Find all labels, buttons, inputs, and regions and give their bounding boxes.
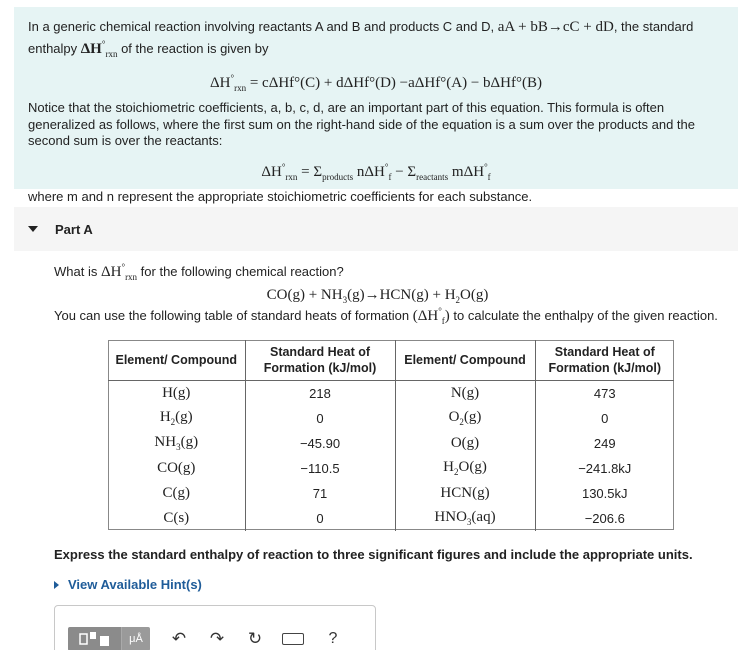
units-icon: μÅ (129, 633, 143, 645)
answer-toolbar (68, 627, 342, 650)
value-cell: −241.8kJ (535, 456, 674, 481)
compound-cell: H(g) (162, 384, 191, 401)
templates-icon (78, 630, 112, 648)
value-cell: −110.5 (245, 456, 395, 481)
help-icon[interactable]: ? (328, 630, 338, 647)
undo-icon[interactable]: ↶ (171, 629, 187, 648)
enthalpy-equation-1: $\Delta H^\circ_{rxn} = c\Delta Hf^\circ(C) + d\Delta Hf^\circ(D) -a\Delta Hf^\circ(A) - b\Delta Hf^\circ(B)$ (209, 73, 543, 93)
table-row (108, 456, 674, 481)
value-cell: 71 (245, 481, 395, 506)
table-header: Element/ Compound (108, 340, 245, 381)
table-header-row (108, 340, 674, 381)
expand-arrow-icon (54, 581, 59, 589)
table-header: Standard Heat of Formation (kJ/mol) (245, 340, 395, 381)
question-text: What is $\Delta H^\circ_{rxn}$ for the following chemical reaction? (54, 262, 344, 282)
compound-cell: N(g) (395, 381, 535, 406)
compound-cell: C(g) (162, 484, 190, 501)
table-header: Element/ Compound (395, 340, 535, 381)
value-cell: 0 (535, 406, 674, 431)
compound-cell: HCN(g) (395, 481, 535, 506)
value-cell: 130.5kJ (535, 481, 674, 506)
value-cell: −206.6 (535, 506, 674, 531)
keyboard-icon[interactable] (282, 633, 304, 645)
intro-para2: Notice that the stoichiometric coefficients, a, b, c, d, are an important part of this equation. This formula is often generalized as follows, where the first sum on the right-hand side of the equation is a sum over the products and the second sum is over the reactants: (28, 100, 695, 148)
table-row (108, 481, 674, 506)
value-cell: 218 (245, 381, 395, 406)
value-cell: 0 (245, 506, 395, 531)
compound-cell: $H_2(g)$ (159, 409, 193, 427)
view-hints-link[interactable] (54, 577, 202, 592)
redo-icon[interactable]: ↷ (209, 629, 225, 648)
reset-icon[interactable]: ↻ (247, 629, 263, 648)
compound-cell: $NH_3(g)$ (154, 434, 199, 452)
compound-cell: C(s) (163, 509, 190, 526)
table-row (108, 406, 674, 431)
value-cell: −45.90 (245, 431, 395, 456)
intro-line1: In a generic chemical reaction involving reactants A and B and products C and D, aA + bB→cC + dD, the standard enthalpy $\Delta H^\circ_{rxn}$ of the reaction is given by (28, 19, 694, 59)
table-row (108, 431, 674, 456)
table-note: You can use the following table of standard heats of formation $(\Delta H^\circ_f)$ to calculate the enthalpy of the given reaction. (54, 306, 718, 326)
units-button[interactable] (122, 627, 150, 650)
reaction-equation: $CO(g) + NH_3(g)\to HCN(g) + H_2O(g)$ (266, 287, 489, 305)
compound-cell: O(g) (395, 431, 535, 456)
compound-cell: CO(g) (157, 459, 196, 476)
compound-cell: $HNO_3(aq)$ (395, 506, 535, 531)
heats-of-formation-table (108, 340, 674, 531)
table-row (108, 506, 674, 531)
intro-para3: where m and n represent the appropriate stoichiometric coefficients for each substance. (28, 188, 533, 204)
collapse-triangle-icon[interactable] (28, 226, 38, 232)
intro-panel (14, 7, 738, 204)
part-label: Part A (55, 221, 93, 237)
table-header: Standard Heat of Formation (kJ/mol) (535, 340, 674, 381)
express-instructions: Express the standard enthalpy of reaction to three significant figures and include the appropriate units. (54, 547, 693, 562)
part-a-header[interactable] (14, 207, 738, 251)
value-cell: 249 (535, 431, 674, 456)
value-cell: 0 (245, 406, 395, 431)
enthalpy-equation-2: $\Delta H^\circ_{rxn} = \Sigma_{products}$ $n\Delta H^\circ_f - \Sigma_{reactants}$ mΔH°$_f$ (261, 161, 491, 182)
table-row (108, 381, 674, 406)
compound-cell: $H_2O(g)$ (395, 456, 535, 481)
value-cell: 473 (535, 381, 674, 406)
templates-button[interactable] (68, 627, 122, 650)
hint-label[interactable]: View Available Hint(s) (68, 577, 202, 592)
compound-cell: $O_2(g)$ (395, 406, 535, 431)
